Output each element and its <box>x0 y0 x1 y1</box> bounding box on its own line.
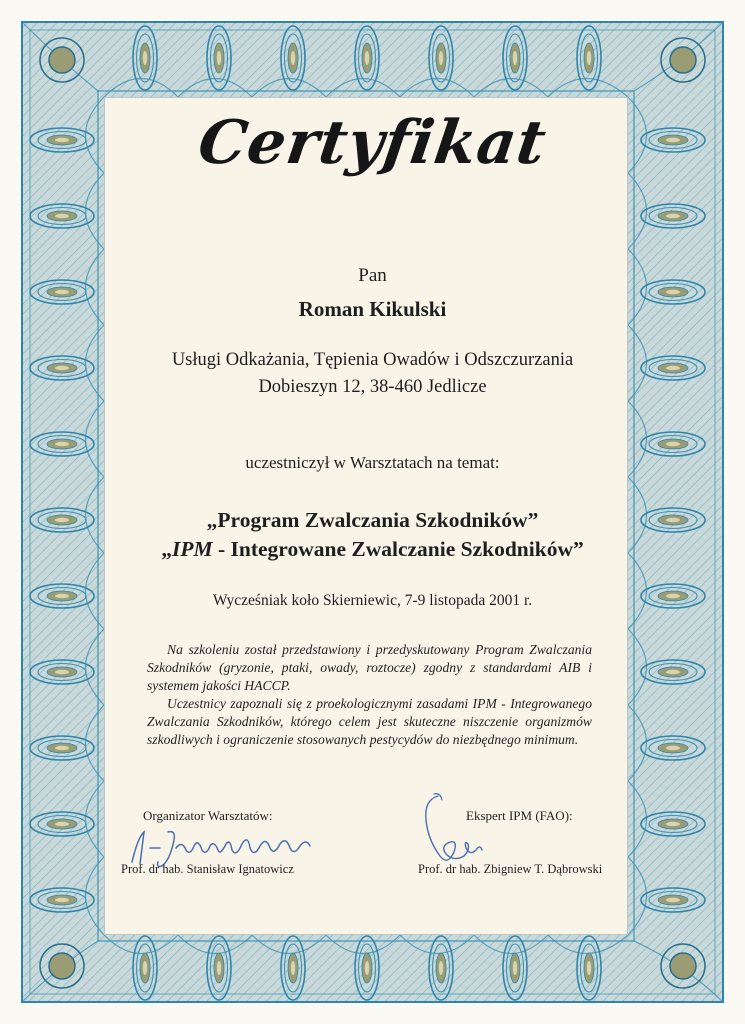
organizer-label: Organizator Warsztatów: <box>143 808 273 823</box>
company-address: Dobieszyn 12, 38-460 Jedlicze <box>258 377 487 397</box>
participation-text: uczestniczył w Warsztatach na temat: <box>245 453 500 472</box>
description-paragraph-1 <box>147 641 592 694</box>
description-text-1: Na szkoleniu został przedstawiony i przedyskutowany Program Zwalczania Szkodników (gryzonie, ptaki, owady, roztocze) zgodny z standardami AIB i systemem jakości HACCP. <box>147 642 592 693</box>
program-title-1: „Program Zwalczania Szkodników” <box>206 508 539 532</box>
expert-label: Ekspert IPM (FAO): <box>466 808 573 823</box>
place-and-date: Wycześniak koło Skierniewic, 7-9 listopada 2001 r. <box>212 592 533 609</box>
description-text-2: Uczestnicy zapoznali się z proekologicznymi zasadami IPM - Integrowanego Zwalczania Szkodników, którego celem jest skuteczne niszczenie organizmów szkodliwych i ograniczenie stosowanych pestycydów do niezbędnego minimum. <box>147 696 592 747</box>
expert-name: Prof. dr hab. Zbigniew T. Dąbrowski <box>418 862 603 876</box>
program-title-2-ipm: IPM <box>172 537 213 561</box>
description-paragraph-2 <box>147 695 592 748</box>
organizer-name: Prof. dr hab. Stanisław Ignatowicz <box>121 862 294 876</box>
certificate-title: Certyfikat <box>194 108 551 178</box>
expert-signature <box>410 790 510 870</box>
salutation: Pan <box>358 265 387 286</box>
program-title-2-rest: - Integrowane Zwalczanie Szkodników” <box>212 537 584 561</box>
recipient-name: Roman Kikulski <box>298 297 447 321</box>
program-title-2-prefix: „ <box>161 537 172 561</box>
program-title-2 <box>0 537 745 562</box>
company-name: Usługi Odkażania, Tępienia Owadów i Odszczurzania <box>171 350 574 370</box>
